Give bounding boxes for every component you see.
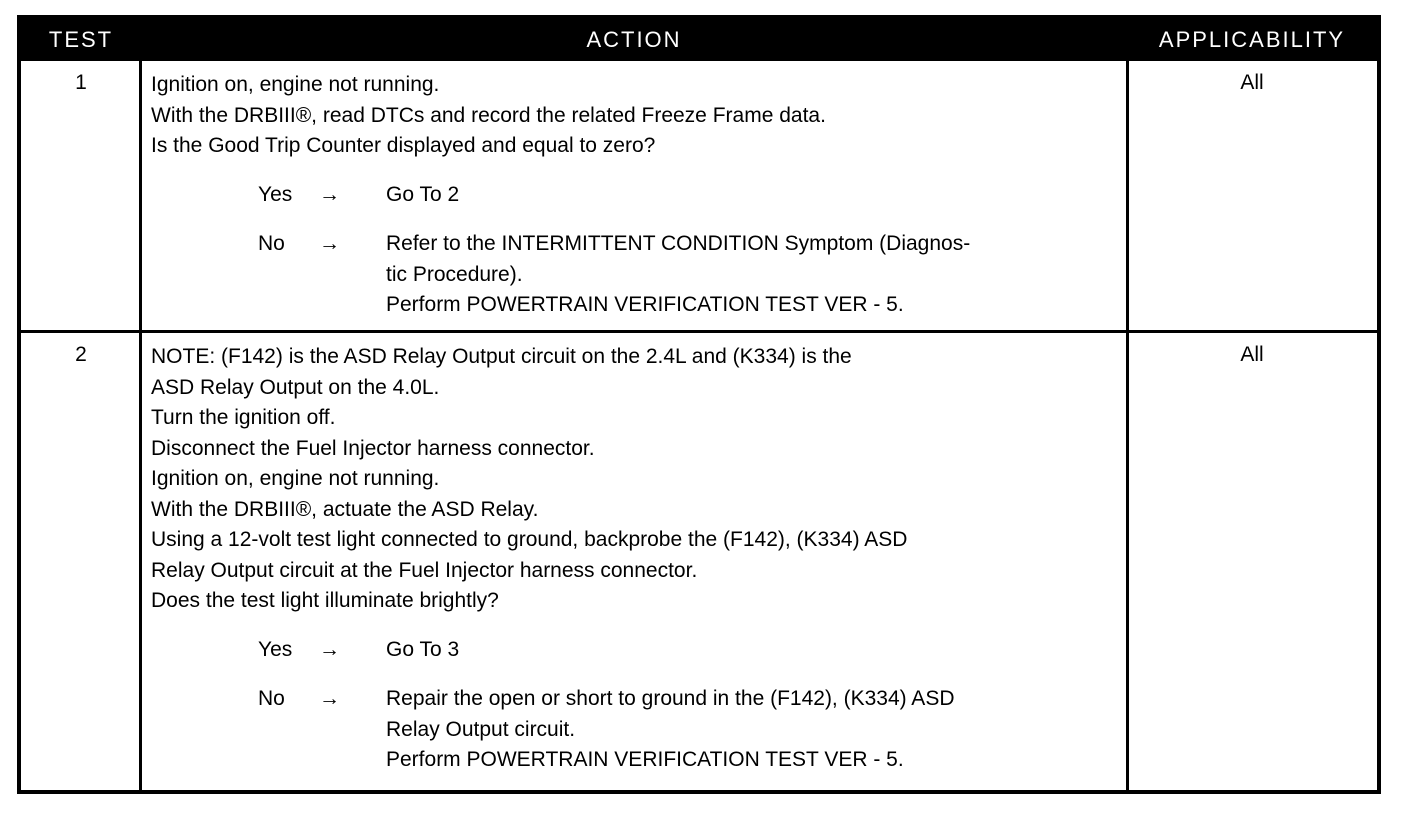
diagnostic-table <box>17 15 1381 794</box>
action-line: Relay Output circuit at the Fuel Injector harness connector. <box>151 558 698 582</box>
choice-yes <box>151 180 1121 211</box>
choice-no <box>151 684 1121 776</box>
table-row <box>21 61 1377 330</box>
arrow-icon: → <box>319 637 340 661</box>
action-line: With the DRBIII®, read DTCs and record the related Freeze Frame data. <box>151 103 826 127</box>
action-line: Does the test light illuminate brightly? <box>151 589 499 612</box>
choice-result: Perform POWERTRAIN VERIFICATION TEST VER - 5. <box>386 293 904 316</box>
header-action: ACTION <box>586 27 682 52</box>
answer-label: No <box>258 687 285 710</box>
action-line: Ignition on, engine not running. <box>151 73 440 96</box>
choice-result: Relay Output circuit. <box>386 717 576 741</box>
header-applicability: APPLICABILITY <box>1158 27 1346 52</box>
action-line: Is the Good Trip Counter displayed and equal to zero? <box>151 134 656 157</box>
action-line: ASD Relay Output on the 4.0L. <box>151 375 440 399</box>
header-test: TEST <box>48 27 114 52</box>
arrow-icon: → <box>319 182 340 206</box>
action-cell <box>151 342 1121 776</box>
choice-result: tic Procedure). <box>386 262 523 286</box>
action-line: Using a 12-volt test light connected to ground, backprobe the (F142), (K334) ASD <box>151 528 908 551</box>
choice-no <box>151 229 1121 321</box>
action-cell <box>151 70 1121 321</box>
choice-yes <box>151 635 1121 666</box>
answer-label: No <box>258 232 285 255</box>
test-number: 2 <box>75 343 87 366</box>
applicability-value: All <box>1240 71 1264 94</box>
answer-label: Yes <box>258 182 293 206</box>
choice-result: Perform POWERTRAIN VERIFICATION TEST VER - 5. <box>386 748 904 771</box>
action-line: Ignition on, engine not running. <box>151 467 440 490</box>
choice-result: Go To 3 <box>386 637 460 661</box>
choice-result: Refer to the INTERMITTENT CONDITION Symptom (Diagnos- <box>386 232 971 255</box>
test-number: 1 <box>75 71 87 94</box>
choice-result: Repair the open or short to ground in the (F142), (K334) ASD <box>386 687 955 710</box>
applicability-value: All <box>1240 343 1264 366</box>
table-header <box>21 19 1377 61</box>
action-line: Disconnect the Fuel Injector harness connector. <box>151 436 595 460</box>
choice-result: Go To 2 <box>386 182 460 206</box>
action-line: Turn the ignition off. <box>151 406 336 429</box>
arrow-icon: → <box>319 232 340 255</box>
table-row <box>21 333 1377 790</box>
answer-label: Yes <box>258 637 293 661</box>
action-line: NOTE: (F142) is the ASD Relay Output circuit on the 2.4L and (K334) is the <box>151 345 852 368</box>
arrow-icon: → <box>319 687 340 710</box>
action-line: With the DRBIII®, actuate the ASD Relay. <box>151 497 539 521</box>
